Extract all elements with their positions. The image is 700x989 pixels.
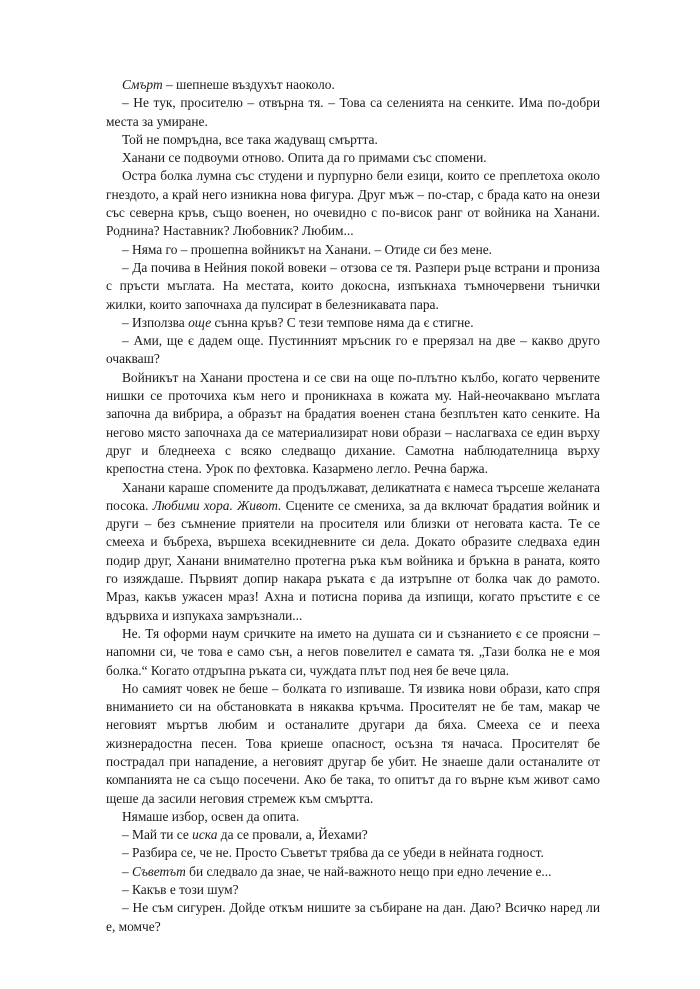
text-run: да се провали, а, Йехами?	[217, 827, 368, 843]
text-run: –	[122, 863, 133, 879]
text-run: – Не съм сигурен. Дойде откъм нишите за събиране на дан. Даю? Всичко наред ли е, момче?	[106, 900, 600, 934]
text-run: сънна кръв? С тези темпове няма да є стигне.	[211, 314, 474, 330]
italic-text: Любими хора. Живот.	[152, 497, 282, 513]
text-run: Не. Тя оформи наум сричките на името на душата си и съзнанието є се проясни – напомни си, че това е само сън, а негов повелител е самата тя. „Тази болка не е моя болка.“ Когато отдръпна ръката си, чуждата плът под нея бе вече цяла.	[106, 625, 600, 678]
text-run: – Разбира се, че не. Просто Съветът трябва да се убеди в нейната годност.	[122, 845, 544, 861]
text-run: – Използва	[122, 314, 189, 330]
paragraph	[106, 881, 600, 899]
paragraph	[106, 844, 600, 862]
text-run: Той не помръдна, все така жадуващ смъртта.	[122, 131, 378, 147]
text-run: – Не тук, просителю – отвърна тя. – Това са селенията на сенките. Има по-добри места за умиране.	[106, 95, 600, 129]
paragraph	[106, 167, 600, 240]
paragraph	[106, 94, 600, 131]
italic-text: още	[188, 314, 212, 330]
paragraph	[106, 314, 600, 332]
paragraph	[106, 332, 600, 369]
paragraph	[106, 259, 600, 314]
paragraph	[106, 76, 600, 94]
paragraph	[106, 625, 600, 680]
text-run: – шепнеше въздухът наоколо.	[162, 77, 335, 92]
text-run: – Май ти се	[122, 827, 193, 843]
paragraph	[106, 826, 600, 844]
paragraph	[106, 131, 600, 149]
paragraph	[106, 149, 600, 167]
paragraph	[106, 479, 600, 625]
text-run: би следвало да знае, че най-важното нещо при едно лечение е...	[185, 863, 552, 879]
text-run: Нямаше избор, освен да опита.	[122, 808, 300, 824]
body-text	[106, 76, 600, 936]
text-run: Сцените се смениха, за да включат брадатия войник и други – без съмнение приятели на просителя или близки от неговата каста. Те се смееха и бъбреха, вършеха всекидневните си дела. Докато образите следваха един подир друг, Ханани внимателно протегна ръка към войника и бръкна в раната, която го изяждаше. Първият допир накара ръката є да изтръпне от болка чак до рамото. Мраз, какъв ужасен мраз! Ахна и потисна порива да изпищи, когато пръстите є се вдървиха и изпукаха замръзнали...	[106, 497, 601, 623]
paragraph	[106, 863, 600, 881]
text-run: – Няма го – прошепна войникът на Ханани. – Отиде си без мене.	[122, 241, 493, 257]
text-run: Остра болка лумна със студени и пурпурно бели езици, които се преплетоха около гнездото, а край него изникна нова фигура. Друг мъж – по-стар, с брада като на онези със северна кръв, също военен, но очевидно с по-висок ранг от войника на Ханани. Роднина? Наставник? Любовник? Любим...	[106, 168, 600, 239]
text-run: – Ами, ще є дадем още. Пустинният мръсник го е прерязал на две – какво друго очакваш?	[106, 333, 600, 367]
paragraph	[106, 808, 600, 826]
italic-text: иска	[192, 827, 218, 843]
paragraph	[106, 899, 600, 936]
italic-text: Смърт	[122, 77, 163, 92]
paragraph	[106, 680, 600, 808]
text-run: Ханани караше спомените да продължават, деликатната є намеса търсеше желаната посока.	[106, 479, 600, 513]
text-run: Но самият човек не беше – болката го изпиваше. Тя извика нови образи, като спря вниманието си на обстановката в някаква кръчма. Просителят не бе там, макар че неговият мъртъв любим и останалите другари да бяха. Смееха се и пееха жизнерадостна песен. Това криеше опасност, осъзна тя начаса. Просителят бе пострадал при нападение, а неговият другар бе убит. Не знаеше дали останалите от компанията не са също посечени. Ако бе така, то опитът да го върне към живот само щеше да засили неговия стремеж към смъртта.	[106, 680, 600, 806]
text-run: – Да почива в Нейния покой вовеки – отзова се тя. Разпери ръце встрани и прониза с пръсти мъглата. На местата, които докосна, изпъкнаха тъмночервени тънички жилки, които започнаха да пулсират в белезникавата пара.	[106, 259, 600, 312]
text-run: – Какъв е този шум?	[122, 882, 239, 898]
paragraph	[106, 369, 600, 479]
text-run: Ханани се подвоуми отново. Опита да го примами със спомени.	[122, 150, 487, 166]
paragraph	[106, 241, 600, 259]
italic-text: Съветът	[132, 863, 186, 879]
text-run: Войникът на Ханани простена и се сви на още по-плътно кълбо, когато червените нишки се проточиха към него и проникнаха в кожата му. Най-неочаквано мъглата започна да вибрира, а образът на брадатия военен стана безплътен като сенките. На негово място започнаха да се материализират нови образи – наслагваха се един върху друг и бледнееха с всяко следващо дихание. Самотна наблюдателница върху крепостна стена. Урок по фехтовка. Казармено легло. Речна баржа.	[106, 369, 600, 477]
